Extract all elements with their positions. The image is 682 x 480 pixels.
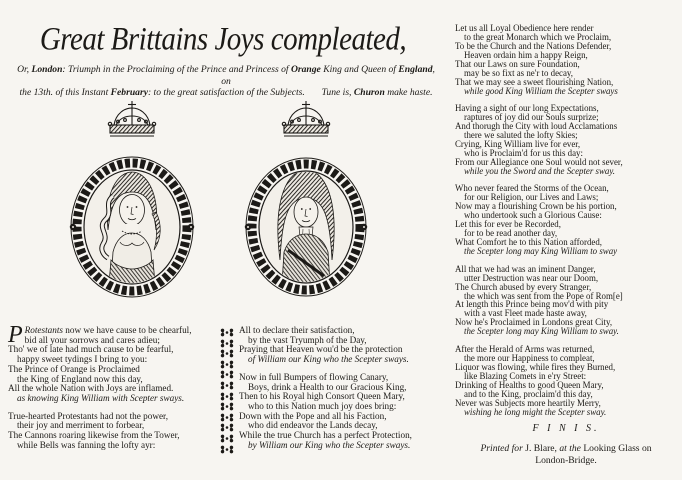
verse-line: happy sweet tydings I bring to you: xyxy=(17,354,148,365)
rosette-left-icon xyxy=(70,224,76,230)
verse-line: To be the Church and the Nations Defender, xyxy=(455,40,612,51)
queen-mary-portrait xyxy=(64,98,200,305)
verse-line: of William our King who the Scepter sways. xyxy=(248,354,409,365)
verse-line: After the Herald of Arms was returned, xyxy=(455,343,595,354)
verse-line: like Blazing Comets in e'ry Street: xyxy=(464,370,587,381)
verse-line: wishing he long might the Scepter sway. xyxy=(464,406,607,417)
verse-line: while you the Sword and the Scepter sway. xyxy=(464,165,616,176)
verse-line: Having a sight of our long Expectations, xyxy=(455,103,599,114)
verse-line: Never was Subjects more heartily Merry, xyxy=(455,397,601,408)
verse-line: for to be read another day, xyxy=(464,228,558,239)
left-verses xyxy=(8,336,218,451)
verse-line: the Scepter long may King William to sway. xyxy=(464,326,619,337)
verse-line: True-hearted Protestants had not the power, xyxy=(8,410,169,421)
verse-line: That our Laws on sure Foundation, xyxy=(455,58,580,69)
subtitle-line-1 xyxy=(14,64,438,87)
stanza xyxy=(239,326,443,365)
verse-line: The Cannons roaring likewise from the Tower, xyxy=(8,430,180,441)
fleuron-icon xyxy=(220,392,234,401)
verse-line: Now he's Proclaimed in Londons great City, xyxy=(455,317,613,328)
king-william-portrait xyxy=(238,98,374,305)
verse-line: Let us all Loyal Obedience here render xyxy=(455,23,594,33)
rosette-right-icon xyxy=(188,224,194,230)
verse-line: Liquor was flowing, while fires they Burned, xyxy=(455,361,616,372)
fleuron-icon xyxy=(220,413,234,422)
verse-line: who did endeavor the Lands decay, xyxy=(248,420,378,431)
finis: F I N I S. xyxy=(532,423,600,435)
fleuron-icon xyxy=(220,402,234,411)
imprint-line-2: London-Bridge. xyxy=(535,454,597,466)
verse-line: While the true Church has a perfect Protection, xyxy=(239,430,412,441)
stanza xyxy=(239,373,443,451)
crown-icon xyxy=(108,101,155,136)
crown-icon xyxy=(282,101,329,136)
fleuron-icon xyxy=(220,339,234,348)
verse-line: And thorugh the City with loud Acclamations xyxy=(455,121,618,132)
left-verse-column xyxy=(8,322,218,458)
verse-line: Praying that Heaven wou'd be the protection xyxy=(239,344,403,355)
stanza xyxy=(8,336,218,404)
verse-line: Who never feared the Storms of the Ocean, xyxy=(455,183,609,194)
verse-line: and to the King, proclaim'd this day, xyxy=(464,388,593,399)
fleuron-icon xyxy=(220,370,234,379)
stanza xyxy=(8,412,218,451)
verse-line: by William our King who the Scepter sways. xyxy=(248,439,411,450)
stanza xyxy=(455,184,677,256)
verse-line: All to declare their satisfaction, xyxy=(239,325,355,335)
middle-verses xyxy=(239,326,443,450)
verse-line: Heaven ordain him a happy Reign, xyxy=(464,49,588,60)
verse-line: while Bells was fanning the lofty ayr: xyxy=(17,439,156,450)
text-segment: Or, xyxy=(17,64,32,75)
imprint xyxy=(455,443,677,466)
verse-line: Let this for ever be Recorded, xyxy=(455,219,561,230)
text-segment: at the xyxy=(559,443,584,455)
verse-line: the Scepter long may King William to sway xyxy=(464,246,618,257)
fleuron-icon xyxy=(220,423,234,432)
verse-line: The Church abused by every Stranger, xyxy=(455,281,592,292)
fleuron-icon xyxy=(220,328,234,337)
queen-bust xyxy=(85,171,179,284)
subtitle xyxy=(14,64,438,99)
text-segment: Churon xyxy=(353,87,385,98)
text-segment: King and Queen of xyxy=(320,64,399,75)
text-segment: J. Blare, xyxy=(525,443,560,455)
right-verse-column xyxy=(455,24,677,466)
verse-line: may be so fixt as ne'r to decay, xyxy=(464,67,573,78)
text-segment: Looking Glass on xyxy=(583,443,652,455)
verse-line: At length this Prince being mov'd with pity xyxy=(455,299,609,310)
verse-line: Boys, drink a Health to our Gracious King, xyxy=(248,381,407,392)
verse-line: Down with the Pope and all his Faction, xyxy=(239,410,387,421)
fleuron-icon xyxy=(220,434,234,443)
text-segment: Printed for xyxy=(480,443,526,455)
rosette-left-icon xyxy=(245,224,251,230)
opening-word: Rotestants xyxy=(24,325,63,335)
verse-line: Tho' we of late had much cause to be fearful, xyxy=(8,344,174,355)
verse-line: bid all your sorrows and cares adieu; xyxy=(24,334,160,345)
text-segment: England xyxy=(398,64,433,75)
subtitle-line-2 xyxy=(14,87,438,99)
stanza xyxy=(455,104,677,176)
imprint-line-1 xyxy=(455,443,677,455)
verse-line: utter Destruction was near our Doom, xyxy=(464,272,599,283)
verse-line: for our Religion, our Lives and Laws; xyxy=(464,192,599,203)
verse-line: by the vast Tryumph of the Day, xyxy=(248,334,367,345)
verse-line: the more our Happiness to compleat, xyxy=(464,352,595,363)
middle-verse-column xyxy=(239,326,443,458)
fleuron-icon xyxy=(220,381,234,390)
verse-line: the which was sent from the Pope of Rom[e] xyxy=(464,290,623,301)
verse-line: as knowing King William with Scepter sways. xyxy=(17,392,185,403)
royal-portraits xyxy=(64,98,374,305)
stanza xyxy=(455,345,677,417)
text-segment: the 13th. of this Instant xyxy=(19,87,111,98)
opening-line-rest: now we have cause to be chearful, xyxy=(62,325,192,335)
verse-line: who is Proclaim'd for us this day: xyxy=(464,147,583,158)
fleuron-divider xyxy=(218,328,236,454)
verse-line: All that we had was an iminent Danger, xyxy=(455,263,596,274)
text-segment: : to the great satisfaction of the Subjects. Tune is, xyxy=(147,87,354,98)
fleuron-icon xyxy=(220,445,234,454)
verse-line: What Comfort he to this Nation afforded, xyxy=(455,237,602,248)
verse-line: while good King William the Scepter sways xyxy=(464,85,618,96)
text-segment: February xyxy=(110,87,148,98)
verse-line: who to this Nation much joy does bring: xyxy=(248,400,397,411)
drop-cap: P xyxy=(8,322,23,348)
fleuron-icon xyxy=(220,349,234,358)
verse-line: there we saluted the lofty Skies; xyxy=(464,130,578,141)
fleuron-icon xyxy=(220,360,234,369)
verse-line: Now may a flourishing Crown be his portion, xyxy=(455,201,617,212)
verse-line: That we may see a sweet flourishing Nation, xyxy=(455,76,614,87)
text-segment: London xyxy=(31,64,63,75)
verse-line: Then to his Royal high Consort Queen Mary, xyxy=(239,391,405,402)
verse-line: Drinking of Healths to good Queen Mary, xyxy=(455,379,604,390)
verse-line: who undertook such a Glorious Cause: xyxy=(464,210,602,221)
verse-line: the King of England now this day, xyxy=(17,373,143,384)
verse-line: Now in full Bumpers of flowing Canary, xyxy=(239,371,389,382)
rosette-right-icon xyxy=(361,224,367,230)
text-segment: Orange xyxy=(290,64,321,75)
verse-line: their joy and merriment to forbear, xyxy=(17,420,145,431)
verse-line: raptures of joy did our Souls surprize; xyxy=(464,112,599,123)
text-segment: : Triumph in the Proclaiming of the Prince and Princess of xyxy=(62,64,291,75)
right-verses xyxy=(455,24,677,417)
stanza xyxy=(455,265,677,337)
verse-line: The Prince of Orange is Proclaimed xyxy=(8,363,140,374)
verse-line: with a vast Fleet made haste away, xyxy=(464,308,587,319)
verse-line: Crying, King William live for ever, xyxy=(455,139,581,150)
verse-line: From our Allegiance one Soul would not sever, xyxy=(455,156,623,167)
page-title: Great Brittains Joys compleated, xyxy=(39,21,407,58)
verse-line: to the great Monarch which we Proclaim, xyxy=(464,31,612,42)
verse-line: All the whole Nation with Joys are inflamed. xyxy=(8,383,174,394)
text-segment: , on xyxy=(221,64,435,87)
text-segment: make haste. xyxy=(384,87,433,98)
stanza xyxy=(455,24,677,96)
